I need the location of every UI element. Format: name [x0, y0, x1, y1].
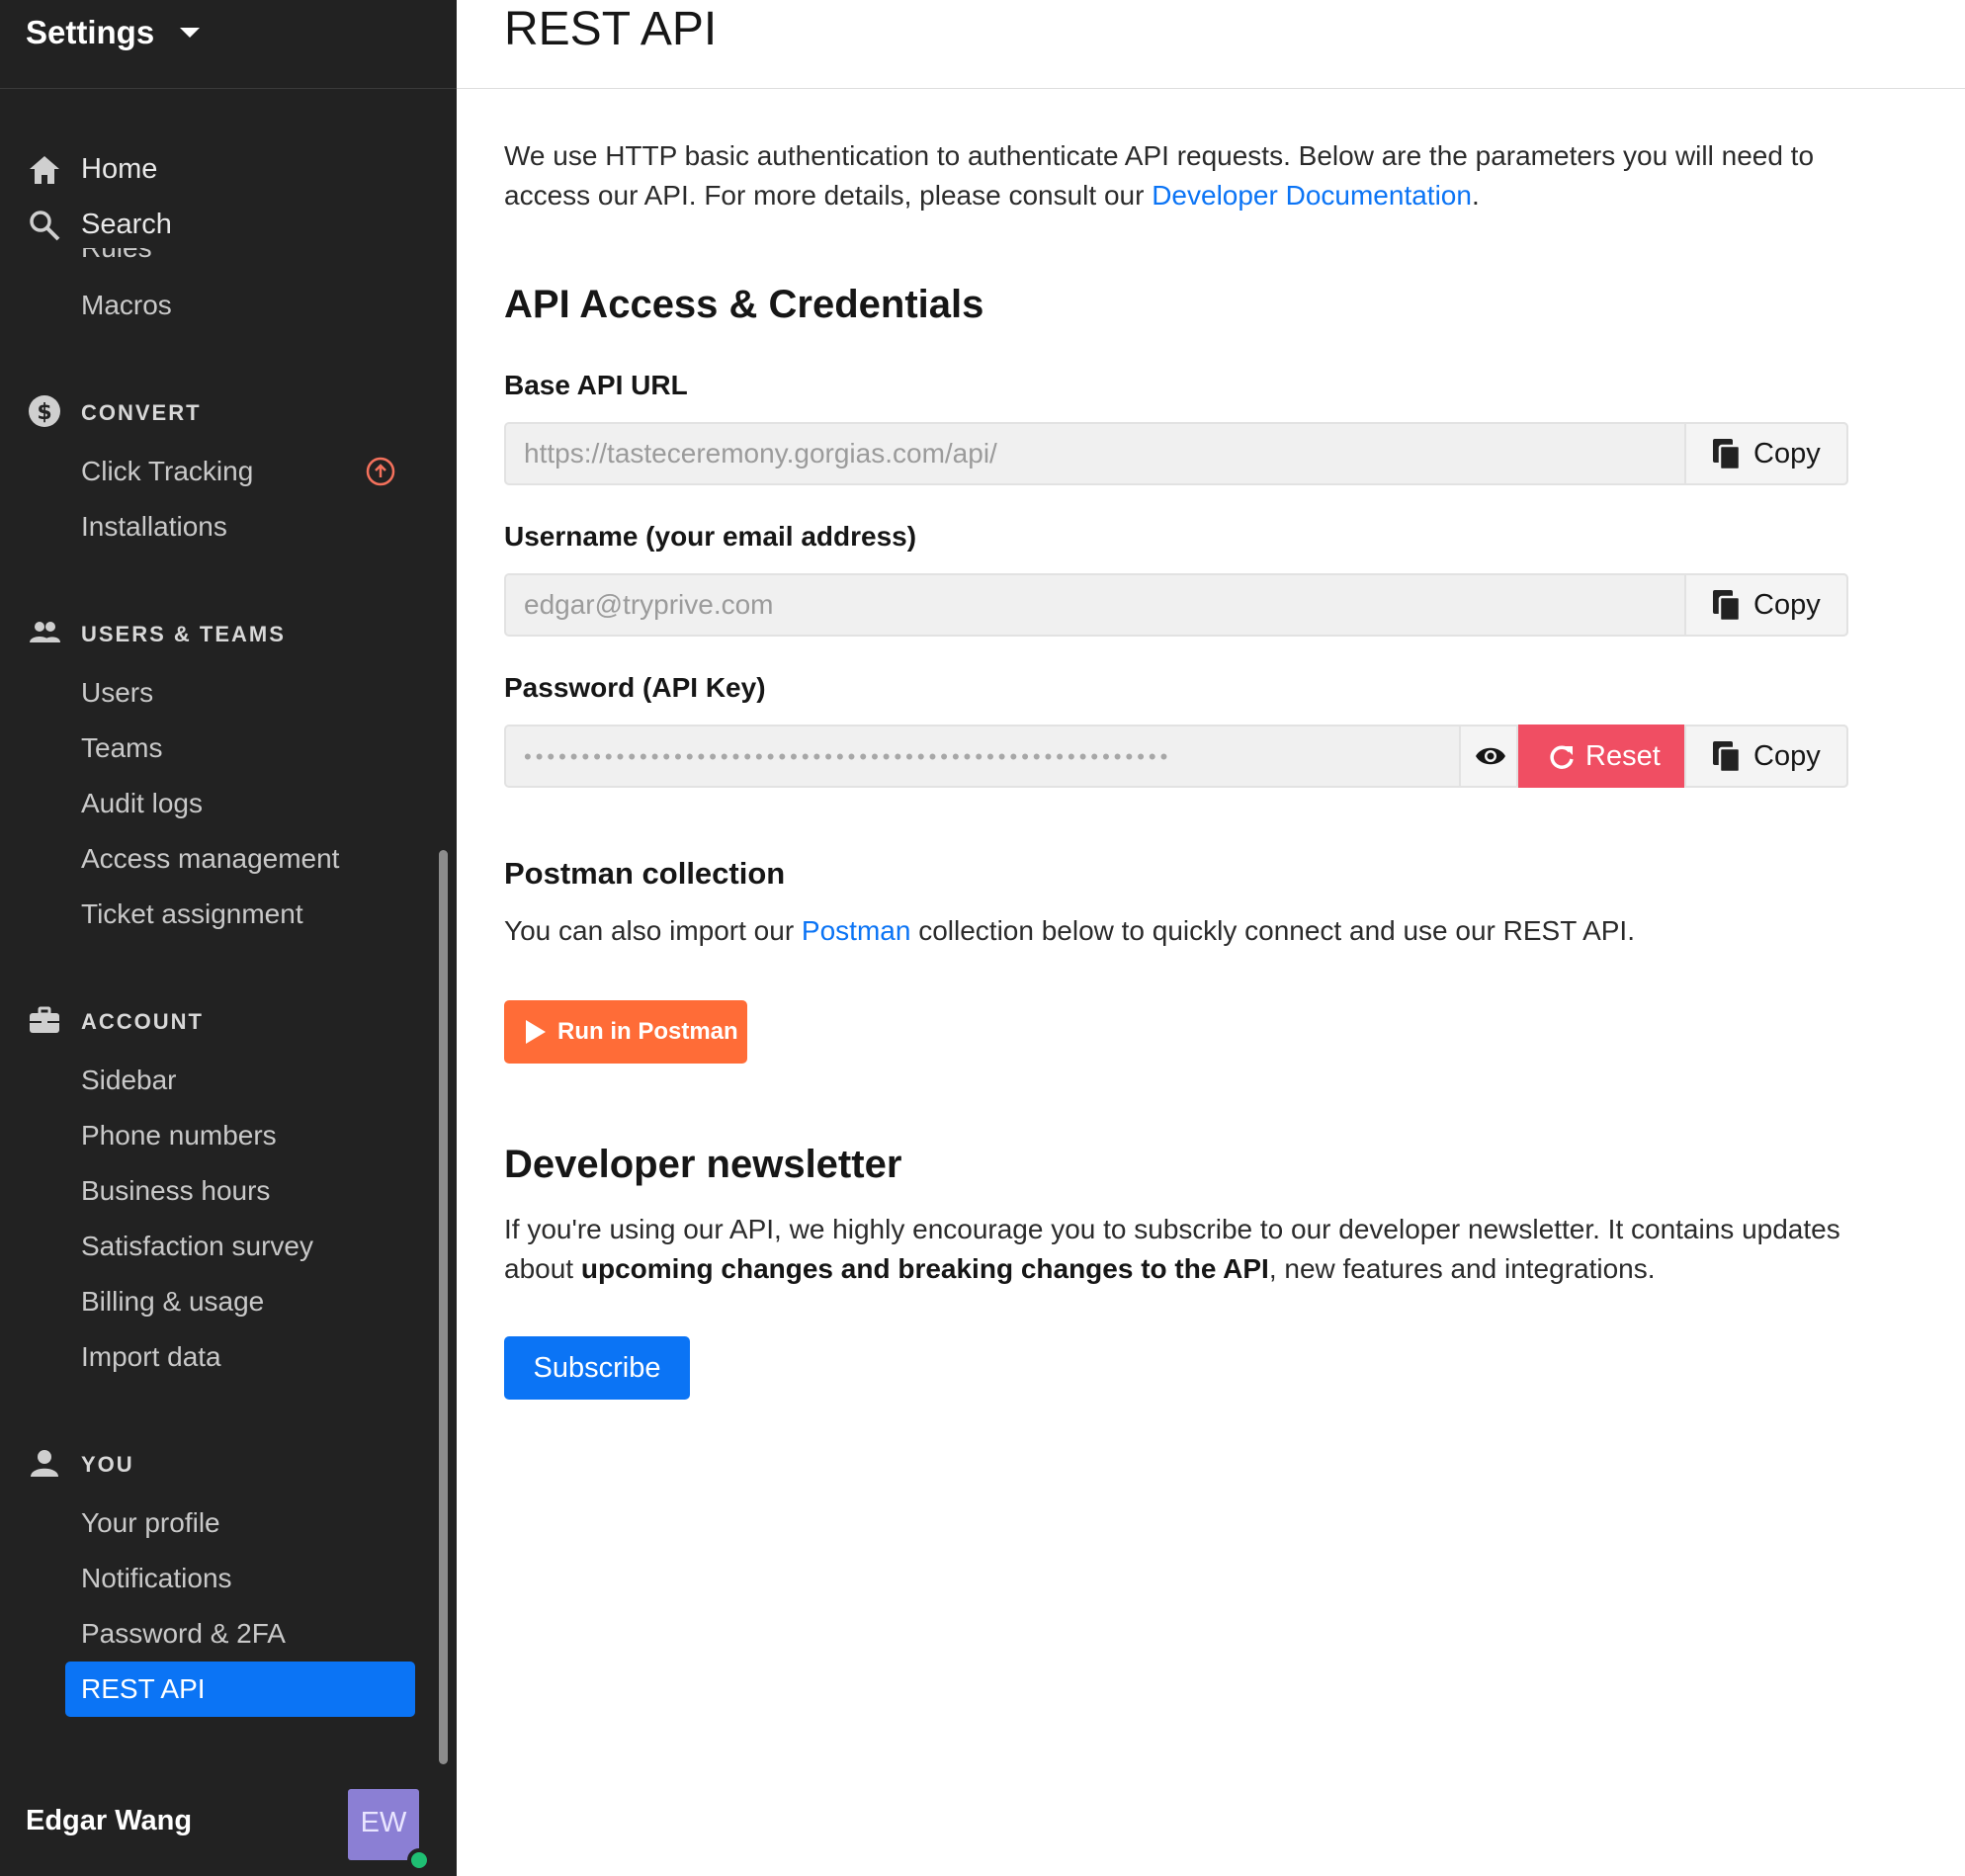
reset-api-key-button[interactable]: [1518, 725, 1684, 788]
page-header: [457, 0, 1965, 89]
upgrade-icon: [366, 457, 395, 486]
briefcase-icon: [28, 1003, 61, 1037]
sidebar-item-label: Sidebar: [81, 1065, 177, 1095]
newsletter-heading: Developer newsletter: [504, 1143, 902, 1186]
password-label: Password (API Key): [504, 672, 766, 703]
section-users-teams: [0, 614, 445, 653]
base-url-label: Base API URL: [504, 370, 688, 400]
sidebar-item-search[interactable]: [0, 197, 445, 248]
online-status-icon: [407, 1848, 431, 1872]
newsletter-text-bold: upcoming changes and breaking changes to the API: [580, 1253, 1269, 1284]
run-in-postman-label: Run in Postman: [557, 1018, 738, 1045]
copy-username-button[interactable]: [1684, 573, 1848, 637]
section-convert: [0, 392, 445, 432]
sidebar-item-label: Click Tracking: [81, 456, 254, 486]
developer-documentation-link[interactable]: Developer Documentation: [1152, 180, 1472, 211]
intro-text: [504, 136, 1888, 215]
sidebar: [0, 0, 457, 1876]
sidebar-item-label: Business hours: [81, 1175, 271, 1206]
svg-text:$: $: [37, 400, 52, 425]
sidebar-item-ticket-assignment[interactable]: [65, 887, 415, 942]
home-icon: [28, 153, 61, 187]
eye-icon: [1475, 744, 1506, 768]
postman-heading: Postman collection: [504, 856, 786, 891]
refresh-icon: [1548, 743, 1576, 771]
credentials-heading: API Access & Credentials: [504, 283, 984, 326]
sidebar-item-click-tracking[interactable]: [65, 444, 415, 499]
sidebar-item-label: Users: [81, 677, 154, 708]
sidebar-item-password-2fa[interactable]: [65, 1606, 415, 1662]
dollar-icon: [28, 394, 61, 428]
sidebar-item-label: Audit logs: [81, 788, 203, 818]
sidebar-item-label: Access management: [81, 843, 340, 874]
user-name[interactable]: Edgar Wang: [26, 1805, 193, 1836]
section-heading: YOU: [81, 1452, 134, 1477]
sidebar-item-installations[interactable]: [65, 499, 415, 554]
main-content: [457, 0, 1965, 1876]
person-icon: [28, 1446, 61, 1480]
section-heading: CONVERT: [81, 400, 202, 425]
sidebar-item-label: Macros: [81, 290, 172, 320]
newsletter-text: [504, 1210, 1868, 1289]
sidebar-item-business-hours[interactable]: [65, 1163, 415, 1219]
section-heading: USERS & TEAMS: [81, 622, 286, 646]
avatar[interactable]: [348, 1789, 419, 1860]
sidebar-item-label: Phone numbers: [81, 1120, 277, 1151]
copy-api-key-button[interactable]: [1684, 725, 1848, 788]
sidebar-item-label: Teams: [81, 732, 163, 763]
sidebar-scrollbar[interactable]: [439, 850, 448, 1764]
run-in-postman-button[interactable]: [504, 1000, 747, 1064]
postman-text: [504, 915, 1635, 947]
sidebar-item-sidebar[interactable]: [65, 1053, 415, 1108]
sidebar-item-macros[interactable]: [65, 278, 415, 333]
reset-label: Reset: [1585, 740, 1661, 772]
sidebar-item-access-management[interactable]: [65, 831, 415, 887]
copy-icon: [1712, 740, 1742, 774]
sidebar-item-satisfaction-survey[interactable]: [65, 1219, 415, 1274]
sidebar-item-audit-logs[interactable]: [65, 776, 415, 831]
sidebar-item-label: Your profile: [81, 1507, 220, 1538]
password-mask[interactable]: ••••••••••••••••••••••••••••••••••••••••••••••••••••••••: [524, 744, 1172, 769]
subscribe-button[interactable]: [504, 1336, 690, 1400]
sidebar-item-users[interactable]: [65, 665, 415, 721]
sidebar-item-label: Notifications: [81, 1563, 232, 1593]
sidebar-item-label: Import data: [81, 1341, 221, 1372]
copy-label: Copy: [1753, 589, 1821, 621]
sidebar-title[interactable]: Settings: [26, 14, 155, 50]
section-heading: ACCOUNT: [81, 1009, 204, 1034]
search-icon: [28, 209, 61, 242]
sidebar-item-home[interactable]: [0, 141, 445, 197]
copy-base-url-button[interactable]: [1684, 422, 1848, 485]
username-value[interactable]: edgar@tryprive.com: [524, 589, 774, 620]
users-icon: [28, 616, 61, 649]
base-url-field[interactable]: [504, 422, 1848, 485]
newsletter-text-part: If you're using our API, we highly encourage you to subscribe to our developer newsletter. It contains updates about: [504, 1214, 1840, 1284]
subscribe-label: Subscribe: [533, 1352, 661, 1384]
sidebar-item-label: Installations: [81, 511, 227, 542]
sidebar-item-rest-api[interactable]: [65, 1662, 415, 1717]
postman-text-part: You can also import our: [504, 915, 802, 946]
sidebar-item-billing-usage[interactable]: [65, 1274, 415, 1329]
show-password-button[interactable]: [1459, 725, 1518, 788]
copy-label: Copy: [1753, 438, 1821, 469]
intro-text-part: We use HTTP basic authentication to authenticate API requests. Below are the parameters you will need to access our API. For more details, please consult our: [504, 140, 1815, 211]
sidebar-item-label: Billing & usage: [81, 1286, 265, 1317]
sidebar-item-label: Search: [81, 209, 172, 240]
sidebar-item-phone-numbers[interactable]: [65, 1108, 415, 1163]
copy-icon: [1712, 589, 1742, 623]
play-icon: [526, 1020, 546, 1044]
sidebar-header: [0, 0, 457, 89]
postman-link[interactable]: Postman: [801, 915, 911, 946]
section-account: [0, 1001, 445, 1041]
username-field[interactable]: [504, 573, 1848, 637]
sidebar-item-your-profile[interactable]: [65, 1495, 415, 1551]
postman-text-part: collection below to quickly connect and use our REST API.: [910, 915, 1635, 946]
base-url-value[interactable]: https://tasteceremony.gorgias.com/api/: [524, 438, 997, 469]
sidebar-item-label: Satisfaction survey: [81, 1231, 313, 1261]
intro-text-part: .: [1471, 180, 1480, 211]
sidebar-item-teams[interactable]: [65, 721, 415, 776]
page-title: REST API: [504, 3, 718, 55]
sidebar-item-notifications[interactable]: [65, 1551, 415, 1606]
sidebar-item-import-data[interactable]: [65, 1329, 415, 1385]
password-field[interactable]: [504, 725, 1848, 788]
chevron-down-icon[interactable]: [180, 28, 200, 38]
newsletter-text-part: , new features and integrations.: [1268, 1253, 1656, 1284]
copy-label: Copy: [1753, 740, 1821, 772]
section-you: [0, 1444, 445, 1484]
copy-icon: [1712, 438, 1742, 471]
sidebar-item-label: Password & 2FA: [81, 1618, 286, 1649]
sidebar-nav: [0, 90, 445, 1770]
username-label: Username (your email address): [504, 521, 917, 552]
avatar-initials: EW: [360, 1807, 407, 1838]
sidebar-item-label: Home: [81, 153, 158, 185]
sidebar-item-label: REST API: [81, 1673, 206, 1704]
sidebar-item-label: Ticket assignment: [81, 898, 303, 929]
